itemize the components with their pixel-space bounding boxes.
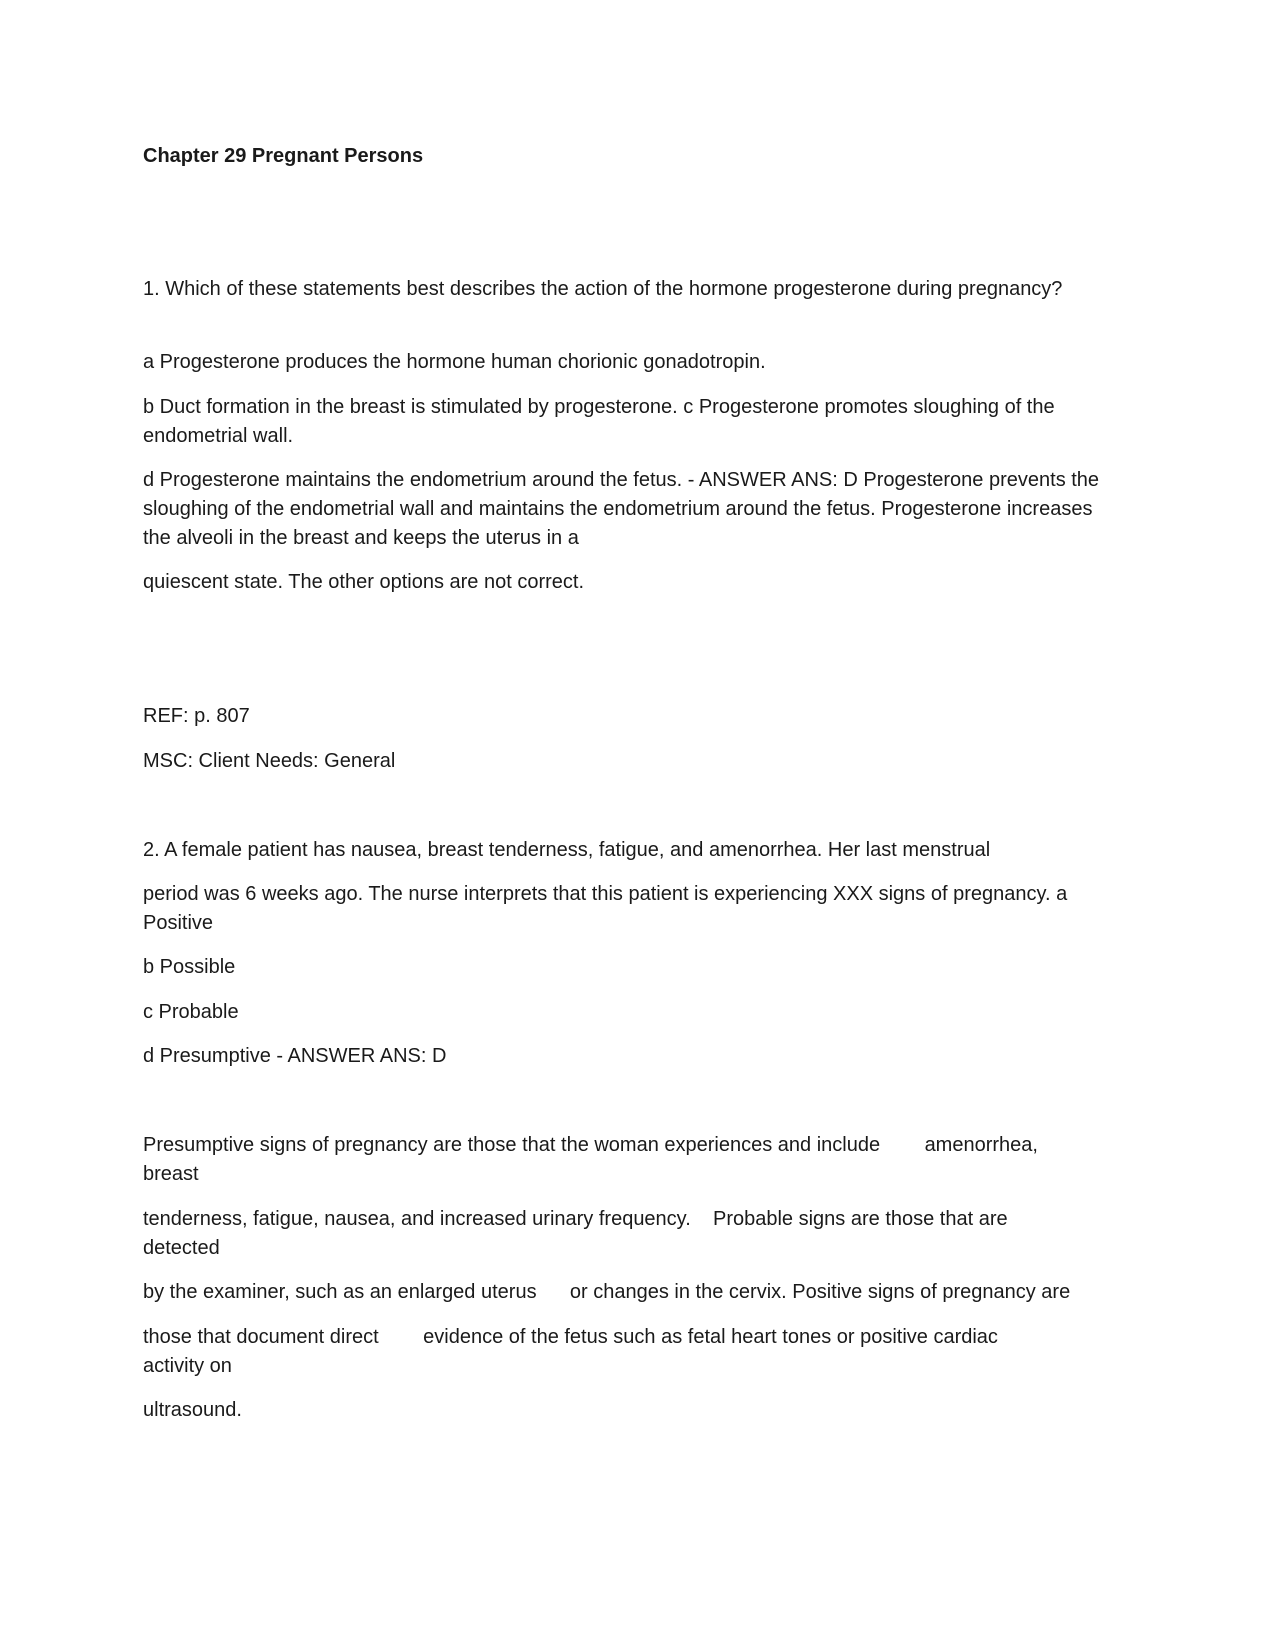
rationale-3a: by the examiner, such as an enlarged uterus bbox=[143, 1281, 537, 1303]
question-1-ref: REF: p. 807 bbox=[143, 705, 250, 727]
question-2-rationale-line-2 bbox=[143, 1205, 1103, 1263]
question-2-option-b: b Possible bbox=[143, 956, 236, 978]
rationale-1a: Presumptive signs of pregnancy are those that the woman experiences and include bbox=[143, 1134, 881, 1156]
question-2-option-d-answer: d Presumptive - ANSWER ANS: D bbox=[143, 1045, 447, 1067]
chapter-title: Chapter 29 Pregnant Persons bbox=[143, 145, 424, 167]
question-2-rationale-line-5: ultrasound. bbox=[143, 1399, 242, 1421]
question-2-stem-line-2: period was 6 weeks ago. The nurse interprets that this patient is experiencing XXX signs of pregnancy. a Positive bbox=[143, 883, 1068, 934]
question-2-rationale-line-4 bbox=[143, 1323, 1103, 1381]
question-2-option-c: c Probable bbox=[143, 1001, 239, 1023]
rationale-1b: amenorrhea, bbox=[924, 1134, 1038, 1156]
rationale-4c: activity on bbox=[143, 1355, 232, 1377]
rationale-1c: breast bbox=[143, 1163, 199, 1185]
question-1-msc: MSC: Client Needs: General bbox=[143, 750, 396, 772]
question-2-stem-line-1: 2. A female patient has nausea, breast tenderness, fatigue, and amenorrhea. Her last menstrual bbox=[143, 839, 991, 861]
rationale-4b: evidence of the fetus such as fetal heart tones or positive cardiac bbox=[423, 1326, 998, 1348]
question-2-rationale-line-3 bbox=[143, 1278, 1103, 1307]
rationale-3b: or changes in the cervix. Positive signs of pregnancy are bbox=[569, 1281, 1071, 1303]
rationale-2b: Probable signs are those that are bbox=[713, 1208, 1008, 1230]
question-1-stem: 1. Which of these statements best describes the action of the hormone progesterone during pregnancy? bbox=[143, 278, 1063, 300]
question-1-rationale-end: quiescent state. The other options are not correct. bbox=[143, 571, 584, 593]
question-1-option-b-c: b Duct formation in the breast is stimulated by progesterone. c Progesterone promotes sloughing of the endometrial wall. bbox=[143, 396, 1055, 447]
question-2-rationale-line-1 bbox=[143, 1131, 1103, 1189]
rationale-2c: detected bbox=[143, 1237, 220, 1259]
rationale-4a: those that document direct bbox=[143, 1326, 379, 1348]
rationale-2a: tenderness, fatigue, nausea, and increased urinary frequency. bbox=[143, 1208, 691, 1230]
question-1-option-a: a Progesterone produces the hormone human chorionic gonadotropin. bbox=[143, 351, 766, 373]
question-1-option-d-answer: d Progesterone maintains the endometrium around the fetus. - ANSWER ANS: D Progesterone prevents the sloughing of the endometrial wall and maintains the endometrium around the fetus. Progesterone increases the alveoli in the breast and keeps the uterus in a bbox=[143, 469, 1100, 549]
